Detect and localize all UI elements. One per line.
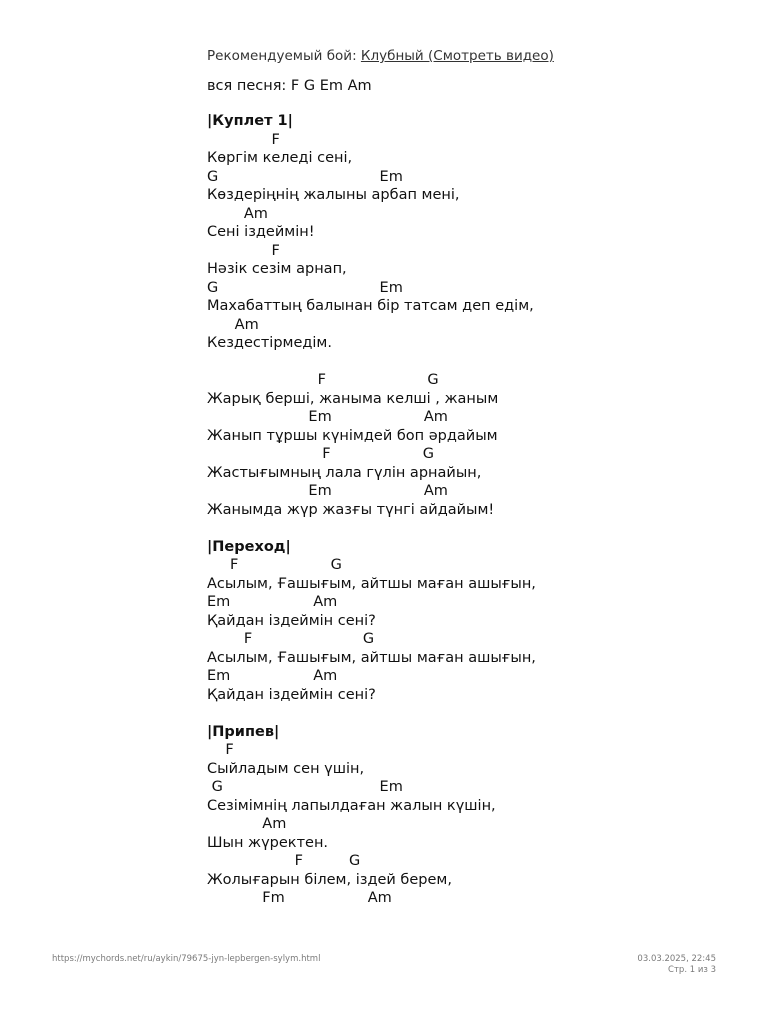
blank-line bbox=[207, 353, 727, 372]
recommended-strum-link[interactable]: Клубный (Смотреть видео) bbox=[360, 48, 554, 64]
footer-page-number: Стр. 1 из 3 bbox=[668, 965, 716, 975]
chord-line: F G bbox=[207, 631, 375, 647]
song-body bbox=[207, 112, 727, 908]
lyric-line: Асылым, Ғашығым, айтшы маған ашығын, bbox=[207, 575, 536, 592]
lyric-line: Шын жүректен. bbox=[207, 834, 329, 851]
chord-line: F G bbox=[207, 372, 439, 388]
lyric-line: Сыйладым сен үшін, bbox=[207, 760, 365, 777]
blank-line bbox=[207, 704, 727, 723]
footer-datetime: 03.03.2025, 22:45 bbox=[637, 954, 716, 964]
lyric-line: Жанымда жүр жазғы түнгі айдайым! bbox=[207, 501, 495, 518]
lyric-line: Асылым, Ғашығым, айтшы маған ашығын, bbox=[207, 649, 536, 666]
chord-line: Em Am bbox=[207, 409, 448, 425]
section-heading: |Куплет 1| bbox=[207, 113, 293, 129]
chord-line: G Em bbox=[207, 779, 403, 795]
chord-line: Am bbox=[207, 205, 268, 222]
chord-line: F bbox=[207, 131, 280, 148]
chord-line: Em Am bbox=[207, 483, 448, 499]
footer-url: https://mychords.net/ru/aykin/79675-jyn-lepbergen-sylym.html bbox=[52, 954, 321, 964]
recommended-strum-label: Рекомендуемый бой: bbox=[207, 48, 361, 64]
chord-line: Am bbox=[207, 316, 259, 333]
chord-line: F G bbox=[207, 853, 361, 869]
blank-line bbox=[207, 519, 727, 538]
lyric-line: Жастығымның лала гүлін арнайын, bbox=[207, 464, 482, 481]
lyric-line: Кездестірмедім. bbox=[207, 335, 332, 351]
whole-song-chords: вся песня: F G Em Am bbox=[207, 78, 372, 94]
chord-line: G Em bbox=[207, 168, 403, 185]
lyric-line: Махабаттың балынан бір татсам деп едім, bbox=[207, 298, 534, 314]
section-heading: |Припев| bbox=[207, 723, 280, 740]
lyric-line: Нәзік сезім арнап, bbox=[207, 261, 347, 277]
chord-line: G Em bbox=[207, 279, 403, 296]
lyric-line: Қайдан іздеймін сені? bbox=[207, 612, 376, 629]
chord-line: Am bbox=[207, 816, 287, 832]
chord-line: Fm Am bbox=[207, 890, 392, 906]
section-heading: |Переход| bbox=[207, 538, 291, 555]
lyric-line: Жарық берші, жаныма келші , жаным bbox=[207, 390, 499, 407]
recommended-strum bbox=[207, 46, 727, 66]
lyric-line: Сені іздеймін! bbox=[207, 224, 315, 240]
chord-line: F G bbox=[207, 557, 342, 573]
chord-line: F bbox=[207, 242, 280, 259]
lyric-line: Сезімімнің лапылдаған жалын күшін, bbox=[207, 797, 496, 814]
chord-line: F bbox=[207, 742, 234, 758]
lyric-line: Көргім келеді сені, bbox=[207, 150, 353, 166]
chord-line: Em Am bbox=[207, 594, 338, 610]
lyric-line: Жанып тұршы күнімдей боп әрдайым bbox=[207, 427, 498, 444]
chord-line: F G bbox=[207, 446, 434, 462]
song-sheet bbox=[207, 46, 727, 908]
lyric-line: Көздеріңнің жалыны арбап мені, bbox=[207, 187, 460, 203]
lyric-line: Қайдан іздеймін сені? bbox=[207, 686, 376, 703]
footer-meta bbox=[637, 954, 716, 976]
lyric-line: Жолығарын білем, іздей берем, bbox=[207, 871, 452, 888]
chord-line: Em Am bbox=[207, 668, 338, 684]
